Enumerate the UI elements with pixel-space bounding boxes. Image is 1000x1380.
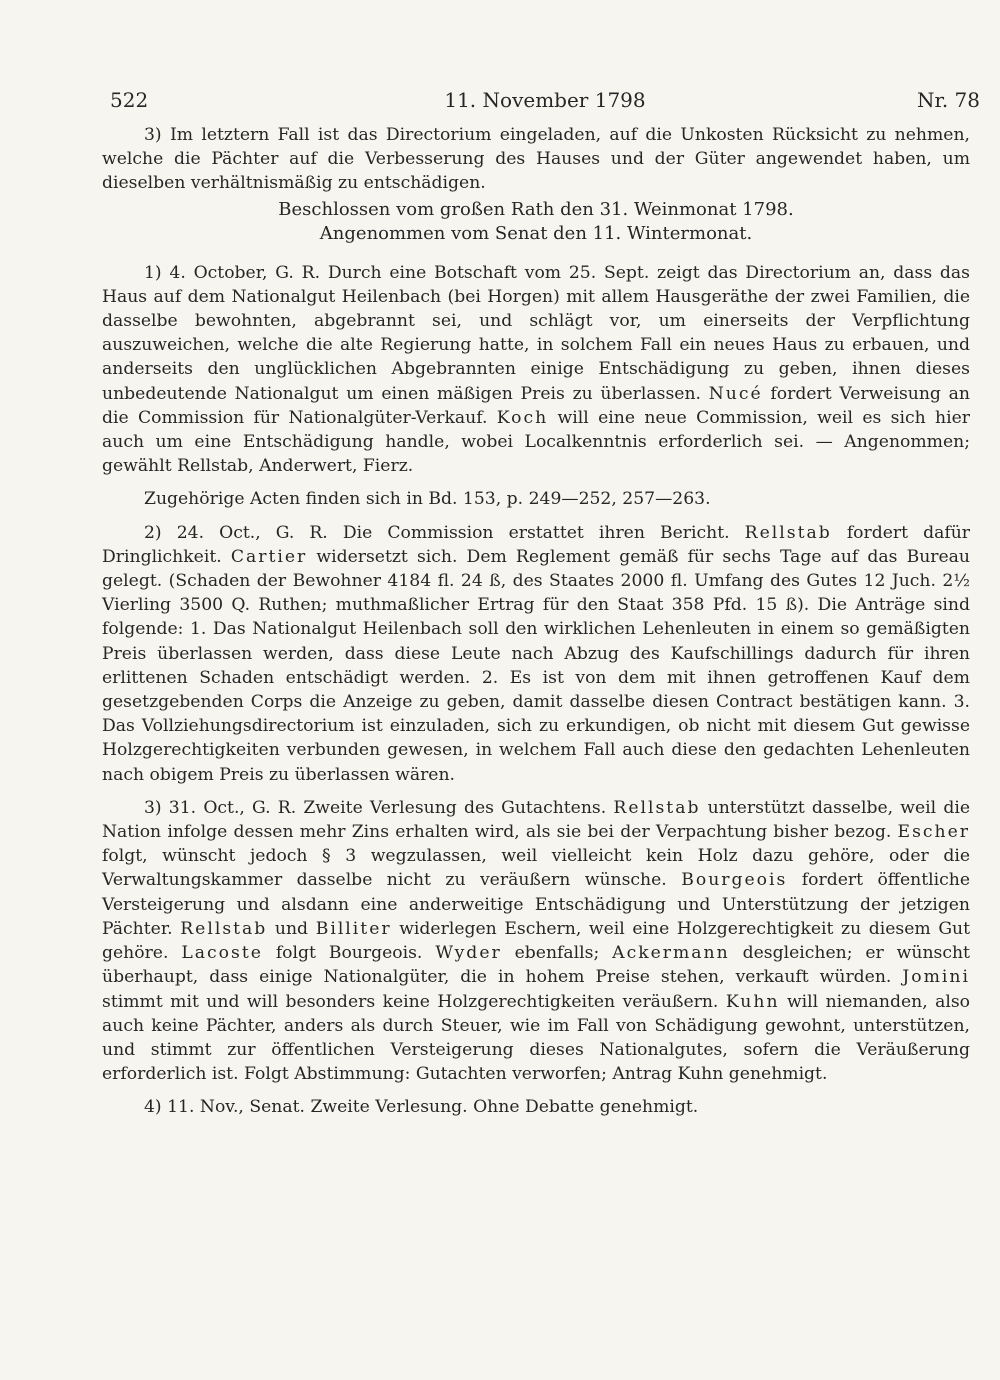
speaker-name: Billiter: [315, 918, 392, 939]
text-segment: stimmt mit und will besonders keine Holzgerechtigkeiten veräußern.: [102, 991, 719, 1012]
speaker-name: Ackermann: [612, 943, 730, 964]
text-segment: fordert dafür Dringlichkeit.: [102, 522, 970, 567]
text-segment: fordert Verweisung an die Commission für Nationalgüter-Verkauf.: [102, 383, 970, 428]
text-segment: widersetzt sich. Dem Reglement gemäß für sechs Tage auf das Bureau gelegt. (Schaden der Bewohner 4184 fl. 24 ß, des Staates 2000 fl. Umfang des Gutes 12 Juch. 2½ Vierling 3500 Q. Ruthen; muthmaßlicher Ertrag für den Staat 358 Pfd. 15 ß). Die Anträge sind folgende: 1. Das Nationalgut Heilenbach soll den wirklichen Lehenleuten in einem so gemäßigten Preis überlassen werden, dass diese Leute nach Abzug des Kaufschillings dadurch für ihren erlittenen Schaden entschädigt werden. 2. Es ist von dem mit ihnen getroffenen Kauf dem gesetzgebenden Corps die Anzeige zu geben, damit dasselbe diesen Contract bestätigen kann. 3. Das Vollziehungsdirectorium ist einzuladen, sich zu erkundigen, ob nicht mit diesem Gut gewisse Holzgerechtigkeiten verbunden gewesen, in welchem Fall auch diese den gedachten Lehenleuten nach obigem Preis zu überlassen wären.: [102, 546, 971, 785]
text-segment: 3) 31. Oct., G. R. Zweite Verlesung des Gutachtens.: [144, 797, 607, 818]
speaker-name: Kuhn: [725, 991, 780, 1012]
speaker-name: Jomini: [902, 967, 970, 988]
page-header: [110, 88, 980, 118]
header-date: 11. November 1798: [444, 88, 646, 112]
text-segment: folgt, wünscht jedoch § 3 wegzulassen, weil vielleicht kein Holz dazu gehöre, oder die Verwaltungskammer dasselbe nicht zu veräußern wünsche.: [102, 846, 970, 891]
paragraph-acts: Zugehörige Acten finden sich in Bd. 153, p. 249—252, 257—263.: [144, 489, 711, 510]
paragraph-4: 4) 11. Nov., Senat. Zweite Verlesung. Ohne Debatte genehmigt.: [144, 1097, 699, 1118]
speaker-name: Cartier: [230, 546, 308, 567]
text-segment: unterstützt dasselbe, weil die Nation infolge dessen mehr Zins erhalten wird, als sie bei der Verpachtung bisher bezog.: [102, 797, 970, 843]
text-segment: desgleichen; er wünscht überhaupt, dass einige Nationalgüter, die in hohem Preise stehen, verkauft würden.: [102, 943, 970, 988]
text-segment: fordert öffentliche Versteigerung und alsdann eine anderweitige Entschädigung und Unterstützung der jetzigen Pächter.: [102, 870, 971, 939]
resolution-line-2: Angenommen vom Senat den 11. Wintermonat.: [319, 223, 753, 245]
paragraph-1: [102, 261, 970, 479]
speaker-name: Rellstab: [180, 918, 268, 939]
speaker-name: Bourgeois: [681, 870, 788, 891]
speaker-name: Rellstab: [744, 522, 832, 543]
speaker-name: Nucé: [708, 383, 763, 404]
text-segment: und: [274, 918, 309, 939]
text-segment: widerlegen Eschern, weil eine Holzgerechtigkeit zu diesem Gut gehöre.: [102, 918, 971, 964]
text-segment: will niemanden, also auch keine Pächter, anders als durch Steuer, wie im Fall von Schädigung gewohnt, unterstützen, und stimmt zur öffentlichen Versteigerung dieses Nationalgutes, sofern die Veräußerung erforderlich ist. Folgt Abstimmung: Gutachten verworfen; Antrag Kuhn genehmigt.: [102, 991, 971, 1085]
speaker-name: Rellstab: [613, 797, 701, 818]
text-segment: will eine neue Commission, weil es sich hier auch um eine Entschädigung handle, wobei Localkenntnis erforderlich sei. — Angenommen; gewählt Rellstab, Anderwert, Fierz.: [102, 407, 970, 477]
paragraph-3: [102, 796, 970, 1086]
text-segment: 1) 4. October, G. R. Durch eine Botschaft vom 25. Sept. zeigt das Directorium an, dass das Haus auf dem Nationalgut Heilenbach (bei Horgen) mit allem Hausgeräthe der zwei Familien, die dasselbe bewohnten, abgebrannt sei, und schlägt vor, um einerseits der Verpflichtung auszuweichen, welche die alte Regierung hatte, in solchem Fall ein neues Haus zu erbauen, und anderseits den unglücklichen Abgebrannten einige Entschädigung zu geben, ihnen dieses unbedeutende Nationalgut um einen mäßigen Preis zu überlassen.: [102, 262, 970, 404]
document-body: [102, 123, 970, 1120]
document-number: Nr. 78: [916, 88, 980, 112]
paragraph-intro: 3) Im letztern Fall ist das Directorium eingeladen, auf die Unkosten Rücksicht zu nehmen, welche die Pächter auf die Verbesserung des Hauses und der Güter angewendet haben, um dieselben verhältnismäßig zu entschädigen.: [102, 125, 970, 194]
speaker-name: Wyder: [435, 943, 502, 964]
speaker-name: Escher: [897, 822, 970, 843]
page-number: 522: [110, 88, 149, 112]
text-segment: 2) 24. Oct., G. R. Die Commission erstattet ihren Bericht.: [144, 522, 730, 543]
speaker-name: Lacoste: [181, 943, 263, 964]
text-segment: ebenfalls;: [514, 943, 600, 964]
paragraph-2: [102, 521, 970, 787]
text-segment: folgt Bourgeois.: [275, 943, 423, 964]
speaker-name: Koch: [496, 407, 549, 428]
resolution-line-1: Beschlossen vom großen Rath den 31. Weinmonat 1798.: [278, 198, 794, 220]
